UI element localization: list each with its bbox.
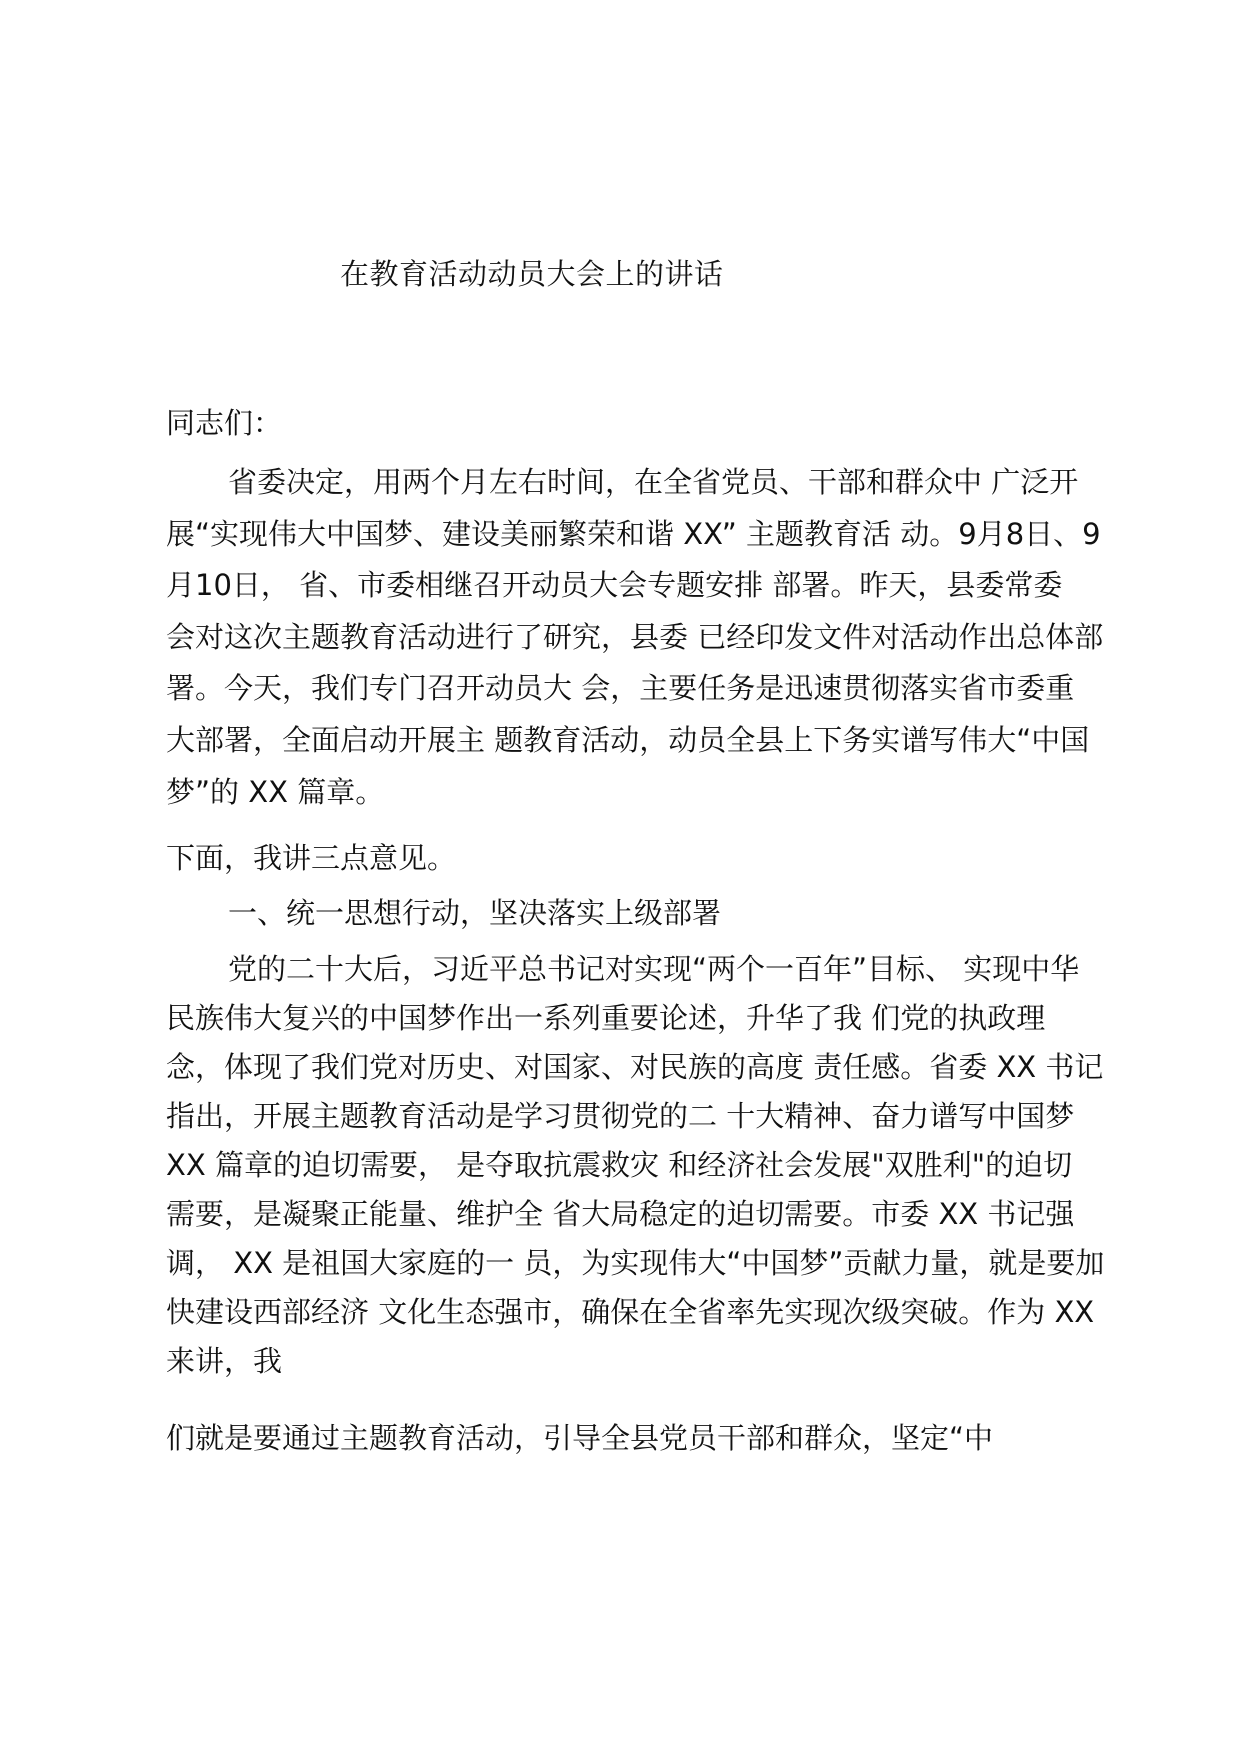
paragraph3-line-1: 们就是要通过主题教育活动，引导全县党员干部和群众，坚定“中 <box>166 1421 994 1455</box>
paragraph1-line-4: 会对这次主题教育活动进行了研究，县委 已经印发文件对活动作出总体部 <box>166 620 1104 654</box>
paragraph2-line-9: 来讲，我 <box>166 1344 283 1378</box>
paragraph1-line-1: 省委决定，用两个月左右时间，在全省党员、干部和群众中 广泛开 <box>228 465 1079 499</box>
paragraph2-line-2: 民族伟大复兴的中国梦作出一系列重要论述，升华了我 们党的执政理 <box>166 1001 1046 1035</box>
paragraph1-line-2: 展“实现伟大中国梦、建设美丽繁荣和谐 XX” 主题教育活 动。9月8日、9 <box>166 517 1101 551</box>
paragraph2-line-5: XX 篇章的迫切需要， 是夺取抗震救灾 和经济社会发展"双胜利"的迫切 <box>166 1148 1073 1182</box>
paragraph2-line-6: 需要，是凝聚正能量、维护全 省大局稳定的迫切需要。市委 XX 书记强 <box>166 1197 1075 1231</box>
paragraph2-line-8: 快建设西部经济 文化生态强市，确保在全省率先实现次级突破。作为 XX <box>166 1295 1095 1329</box>
document-title: 在教育活动动员大会上的讲话 <box>340 257 724 291</box>
paragraph1-line-5: 署。今天，我们专门召开动员大 会，主要任务是迅速贯彻落实省市委重 <box>166 671 1075 705</box>
paragraph1-line-6: 大部署，全面启动开展主 题教育活动，动员全县上下务实谱写伟大“中国 <box>166 723 1090 757</box>
paragraph2-line-3: 念，体现了我们党对历史、对国家、对民族的高度 责任感。省委 XX 书记 <box>166 1050 1104 1084</box>
section-heading-1: 一、统一思想行动，坚决落实上级部署 <box>228 896 722 930</box>
paragraph1-line-7: 梦”的 XX 篇章。 <box>166 775 385 809</box>
paragraph2-line-4: 指出，开展主题教育活动是学习贯彻党的二 十大精神、奋力谱写中国梦 <box>166 1099 1075 1133</box>
greeting: 同志们： <box>166 406 283 440</box>
intro-line: 下面，我讲三点意见。 <box>166 841 457 875</box>
paragraph1-line-3: 月10日， 省、市委相继召开动员大会专题安排 部署。昨天，县委常委 <box>166 568 1063 602</box>
paragraph2-line-7: 调， XX 是祖国大家庭的一 员，为实现伟大“中国梦”贡献力量，就是要加 <box>166 1246 1105 1280</box>
paragraph2-line-1: 党的二十大后，习近平总书记对实现“两个一百年”目标、 实现中华 <box>228 952 1080 986</box>
